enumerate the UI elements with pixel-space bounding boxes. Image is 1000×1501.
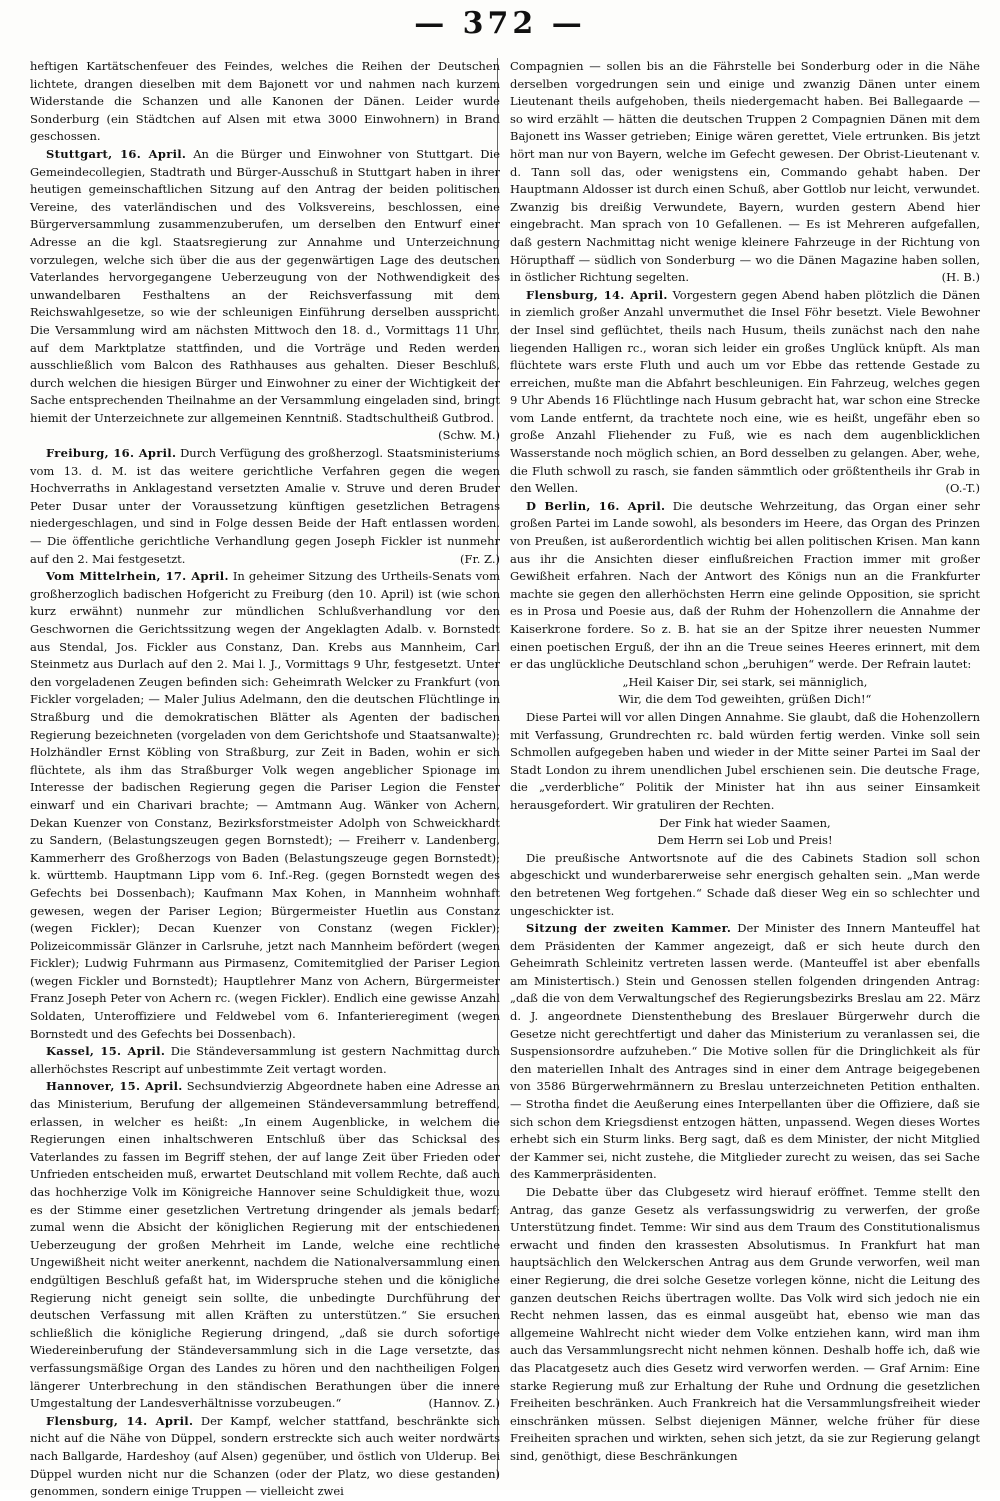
article-text: Diese Partei will vor allen Dingen Annahme. Sie glaubt, daß die Hohenzollern mit Verfassung, Grundrechten rc. bald würden fertig werden. Vinke soll sein Schmollen aufgegeben haben und wieder in der Mitte seiner Partei im Saal der Stadt London zu ihrem unendlichen Jubel erschienen sein. Die deutsche Frage, die „verderbliche“ Politik der Minister hat ihn aus seiner Einsamkeit herausgefordert. Wir gratuliren der Rechten. [510,709,980,812]
article-text: Dem Herrn sei Lob und Preis! [657,833,833,848]
article-paragraph [510,674,980,692]
article-paragraph [510,850,980,920]
article-source: (Hannov. Z.) [428,1396,500,1411]
article-paragraph [510,832,980,850]
article-text: Der Fink hat wieder Saamen, [659,815,831,830]
article-text: Der Kampf, welcher stattfand, beschränkte sich nicht auf die Nähe von Düppel, sondern erstreckte sich auch weiter nordwärts nach Ballgarde, Hardeshoy (auf Alsen) gegenüber, und östlich von Ulderup. Bei Düppel wurden nicht nur die Schanzen (oder der Platz, wo diese gestanden) genommen, sondern einige Truppen — vielleicht zwei [30,1413,500,1499]
article-paragraph [30,1413,500,1501]
article-paragraph [510,920,980,1184]
article-text: In geheimer Sitzung des Urtheils-Senats vom großherzoglich badischen Hofgericht zu Freiburg (den 10. April) ist (wie schon kurz erwähnt) nunmehr zur mündlichen Schlußverhandlung vor den Geschwornen die Gerichtssitzung wegen der Angeklagten Adalb. v. Bornstedt aus Stendal, Jos. Fickler aus Constanz, Dan. Krebs aus Mannheim, Carl Steinmetz aus Durlach auf den 2. Mai l. J., Vormittags 9 Uhr, festgesetzt. Unter den vorgeladenen Zeugen befinden sich: Geheimrath Welcker zu Frankfurt (von Fickler vorgeladen; — Maler Julius Adelmann, den die deutschen Flüchtlinge in Straßburg und die demokratischen Blätter als Agenten der badischen Regierung bezeichneten (vorgeladen von dem Gerichtshofe und Staatsanwalte); Holzhändler Ernst Köbling von Straßburg, zur Zeit in Baden, wohin er sich flüchtete, als ihm das Straßburger Volk wegen angeblicher Spionage im Interesse der badischen Regierung gegen die Pariser Legion die Fenster einwarf und ein Charivari brachte; — Amtmann Aug. Wänker von Achern, Dekan Kuenzer von Constanz, Bezirksforstmeister Adolph von Schweickhardt zu Sandern, (Belastungszeugen gegen Bornstedt); — Freiherr v. Landenberg, Kammerherr des Großherzogs von Baden (Belastungszeuge gegen Bornstedt); k. württemb. Hauptmann Lipp vom 6. Inf.-Reg. (gegen Bornstedt wegen des Gefechts bei Dossenbach); Kaufmann Max Kohen, in Mannheim wohnhaft gewesen, wegen der Pariser Legion; Bürgermeister Huetlin aus Constanz (wegen Fickler); Decan Kuenzer von Constanz (wegen Fickler); Polizeicommissär Glänzer in Carlsruhe, jetzt nach Mannheim befördert (wegen Fickler); Ludwig Fuhrmann aus Pirmasenz, Comitemitglied der Pariser Legion (wegen Fickler und Bornstedt); Hauptlehrer Manz von Achern, Bürgermeister Franz Joseph Peter von Achern rc. (wegen Fickler). Endlich eine gewisse Anzahl Soldaten, Unteroffiziere und Feldwebel vom 6. Infanterieregiment (wegen Bornstedt und des Gefechts bei Dossenbach). [30,569,500,1041]
article-dateline: Sitzung der zweiten Kammer. [526,921,732,936]
page-number: — 372 — [414,6,586,41]
article-dateline: Hannover, 15. April. [46,1079,183,1094]
article-paragraph [30,445,500,568]
article-dateline: Freiburg, 16. April. [46,446,177,461]
article-text: Der Minister des Innern Manteuffel hat dem Präsidenten der Kammer angezeigt, daß er sich heute durch den Geheimrath Schleinitz vertreten lassen werde. (Manteuffel ist aber ebenfalls am Ministertisch.) Stein und Genossen stellen folgenden dringenden Antrag: „daß die von dem Verwaltungschef des Regierungsbezirks Breslau am 22. März d. J. angeordnete Dienstenthebung des Breslauer Bürgerwehr durch die Gesetze nicht gerechtfertigt und daher das Ministerium zu veranlassen sei, die Suspensionsordre aufzuheben.“ Die Motive sollen für die Dringlichkeit als für den materiellen Inhalt des Antrages sind in einer dem Antrage beigegebenen von 3586 Bürgerwehrmännern zu Breslau unterzeichneten Petition enthalten. — Strotha findet die Aeußerung eines Interpellanten über die Offiziere, daß sie sich schon dem Kriegsdienst entzogen hätten, unpassend. Wegen dieses Wortes erhebt sich ein Sturm links. Berg sagt, daß es dem Minister, der nicht Mitglied der Kammer sei, nicht zustehe, die Mitglieder zurecht zu weisen, das sei Sache des Kammerpräsidenten. [510,921,980,1182]
right-column [510,58,980,1483]
article-text: Sechsundvierzig Abgeordnete haben eine Adresse an das Ministerium, Berufung der allgemeinen Ständeversammlung betreffend, erlassen, in welcher es heißt: „In einem Augenblicke, in welchem die Regierungen einen inhaltschweren Entschluß über das Schicksal des Vaterlandes zu fassen im Begriff stehen, der auf lange Zeit über Frieden oder Unfrieden entscheiden muß, erwartet Deutschland mit vollem Rechte, daß auch das hochherzige Volk im Königreiche Hannover seine Schuldigkeit thue, wozu es der Stimme einer gesetzlichen Vertretung dringender als jemals bedarf; zumal wenn die Absicht der königlichen Regierung mit der entschiedenen Ueberzeugung der großen Mehrheit im Lande, welche eine rechtliche Ungewißheit nicht weiter anerkennt, nachdem die Nationalversammlung einen endgültigen Beschluß gefaßt hat, im Widerspruche stehen und die königliche Regierung nicht geneigt sein sollte, die unbedingte Durchführung der deutschen Verfassung mit allen Kräften zu unterstützen.“ Sie ersuchen schließlich die königliche Regierung dringend, „daß sie durch sofortige Wiedereinberufung der Ständeversammlung sich in die Lage versetzte, das verfassungsmäßige Organ des Landes zu hören und den nachtheiligen Folgen längerer Unterbrechung in den ständischen Berathungen über die innere Umgestaltung der Landesverhältnisse vorzubeugen.“ [30,1079,501,1411]
article-paragraph [30,568,500,1043]
article-dateline: Flensburg, 14. April. [46,1413,194,1428]
article-source: (Fr. Z.) [460,551,500,566]
article-text: An die Bürger und Einwohner von Stuttgart. Die Gemeindecollegien, Stadtrath und Bürger-Ausschuß in Stuttgart haben in ihrer heutigen gemeinschaftlichen Sitzung auf den Antrag der beiden politischen Vereine, des vaterländischen und des Volksvereins, beschlossen, eine Bürgerversammlung zusammenzuberufen, um derselben den Entwurf einer Adresse an die kgl. Staatsregierung zur Annahme und Unterzeichnung vorzulegen, welche sich über die aus der gegenwärtigen Lage des deutschen Vaterlandes hervorgegangene Ueberzeugung von der Nothwendigkeit des unwandelbaren Festhaltens an der Reichsverfassung mit dem Reichswahlgesetze, so wie der schleunigen Einführung derselben ausspricht. Die Versammlung wird am nächsten Mittwoch den 18. d., Vormittags 11 Uhr, auf dem Marktplatze stattfinden, und die Vorträge und Reden werden ausschließlich vom Balcon des Rathhauses aus gehalten. Dieser Beschluß, durch welchen die hiesigen Bürger und Einwohner zu einer der Wichtigkeit der Sache entsprechenden Theilnahme an der Versammlung eingeladen sind, bringt hiemit der Unterzeichnete zur allgemeinen Kenntniß. Stadtschultheiß Gutbrod. [30,146,501,425]
article-dateline: Vom Mittelrhein, 17. April. [46,569,229,584]
article-dateline: Stuttgart, 16. April. [46,146,187,161]
article-paragraph [30,1078,500,1412]
article-text: Wir, die dem Tod geweihten, grüßen Dich!“ [618,692,872,707]
article-text: Die Ständeversammlung ist gestern Nachmittag durch allerhöchstes Rescript auf unbestimmte Zeit vertagt worden. [30,1044,501,1076]
article-source: (Schw. M.) [438,428,500,443]
article-text: Die preußische Antwortsnote auf die des Cabinets Stadion soll schon abgeschickt und wunderbarerweise sehr energisch gehalten sein. „Man werde den betretenen Weg fortgehen.“ Schade daß dieser Weg ein so schlechter und ungeschickter ist. [510,850,980,918]
article-paragraph [510,691,980,709]
left-column [30,58,501,1499]
article-paragraph [30,146,500,445]
article-text: Vorgestern gegen Abend haben plötzlich die Dänen in ziemlich großer Anzahl unvermuthet die Insel Föhr besetzt. Viele Bewohner der Insel sind geflüchtet, theils nach Husum, theils zunächst nach den nahe liegenden Halligen rc., woran sich leider ein großes Unglück knüpft. Als man flüchtete wars erste Fluth und auch um vor Ebbe das rettende Gestade zu erreichen, mußte man die Abfahrt beschleunigen. Ein Fahrzeug, welches gegen 9 Uhr Abends 16 Flüchtlinge nach Husum gebracht hat, war schon eine Strecke vom Lande entfernt, da trachtete noch eine, wie es heißt, ungefähr eben so große Anzahl Fliehender zu Fuß, wie es nach dem augenblicklichen Wasserstande noch möglich schien, an Bord desselben zu gelangen. Aber, wehe, die Fluth schwoll zu rasch, sie fanden sämmtlich oder größtentheils ihr Grab in den Wellen. [510,287,980,496]
article-paragraph [510,287,980,498]
article-paragraph [30,1043,500,1078]
article-paragraph [510,1184,980,1466]
article-text: Die Debatte über das Clubgesetz wird hierauf eröffnet. Temme stellt den Antrag, das ganze Gesetz als verfassungswidrig zu verwerfen, der große Unterstützung findet. Temme: Wir sind aus dem Traum des Constitutionalismus erwacht und finden den krassesten Absolutismus. In Frankfurt hat man hauptsächlich den Welckerschen Antrag aus dem Grunde verworfen, weil man einer Regierung, die drei solche Gesetze vorlegen könne, nicht die Leitung des ganzen deutschen Reichs übertragen wollte. Das Volk wird sich jedoch nie ein Recht nehmen lassen, das es einmal ausgeübt hat, ebenso wie man das allgemeine Wahlrecht nicht wieder dem Volke entziehen kann, wird man ihm auch das Versammlungsrecht nicht nehmen können. Deshalb hoffe ich, daß wie das Placatgesetz auch dies Gesetz wird verworfen werden. — Graf Arnim: Eine starke Regierung muß zur Erhaltung der Ruhe und Ordnung die gesetzlichen Freiheiten beschränken. Auch Frankreich hat die Versammlungsfreiheit wieder einschränken müssen. Selbst diejenigen Männer, welche früher für diese Freiheiten sprachen und wirkten, sehen sich jetzt, da sie zur Regierung gelangt sind, genöthigt, diese Beschränkungen [510,1185,980,1463]
article-dateline: D Berlin, 16. April. [526,498,666,513]
article-text: Compagnien — sollen bis an die Fährstelle bei Sonderburg oder in die Nähe derselben vorgedrungen sein und einige und zwanzig Dänen unter einem Lieutenant theils aufgehoben, theils niedergemacht haben. Bei Ballegaarde — so wird erzählt — hätten die deutschen Truppen 2 Compagnien Dänen mit dem Bajonett ins Wasser getrieben; Einige wären gerettet, Viele ertrunken. Bis jetzt hört man nur von Bayern, welche im Gefecht gewesen. Der Obrist-Lieutenant v. d. Tann soll das, oder wenigstens ein, Commando gehabt haben. Der Hauptmann Aldosser ist durch einen Schuß, aber Gottlob nur leicht, verwundet. Zwanzig bis dreißig Verwundete, Bayern, wurden gestern Abend hier eingebracht. Man sprach von 10 Gefallenen. — Es ist Mehreren aufgefallen, daß gestern Nachmittag nicht wenige kleinere Fahrzeuge in der Richtung von Hörupthaff — südlich von Sonderburg — wo die Dänen Magazine haben sollen, in östlicher Richtung segelten. [510,59,980,285]
article-paragraph [510,498,980,674]
article-text: Durch Verfügung des großherzogl. Staatsministeriums vom 13. d. M. ist das weitere gerichtliche Verfahren gegen die wegen Hochverraths in Anklagestand versetzten Amalie v. Struve und deren Bruder Peter Dusar unter der Voraussetzung künftigen gesetzlichen Betragens niedergeschlagen, und sind in Folge dessen Beide der Haft entlassen worden. — Die öffentliche gerichtliche Verhandlung gegen Joseph Fickler ist nunmehr auf den 2. Mai festgesetzt. [30,446,500,566]
article-dateline: Flensburg, 14. April. [526,287,668,302]
article-paragraph [510,709,980,815]
article-paragraph [510,58,980,287]
article-text: „Heil Kaiser Dir, sei stark, sei männiglich, [622,674,868,689]
article-text: Die deutsche Wehrzeitung, das Organ einer sehr großen Partei im Lande sowohl, als besonders im Heere, das Organ des Prinzen von Preußen, ist außerordentlich wichtig bei allen politischen Krisen. Man kann aus ihr die Ansichten dieser einflußreichen Fraction immer mit großer Gewißheit erfahren. Nach der Antwort des Königs nun an die Frankfurter machte sie gegen den allerhöchsten Herrn eine gelinde Opposition, sie spricht es in Prosa und Poesie aus, daß der Ruhm der Hohenzollern die Annahme der Kaiserkrone fordere. So z. B. hat sie an der Spitze ihrer neuesten Nummer einen poetischen Erguß, der ihn an die Treue seines Heeres erinnert, mit dem er das unglückliche Deutschland schon „beruhigen“ werde. Der Refrain lautet: [510,498,981,672]
article-source: (H. B.) [941,270,980,285]
article-source: (O.-T.) [945,481,980,496]
article-text: heftigen Kartätschenfeuer des Feindes, welches die Reihen der Deutschen lichtete, drangen dieselben mit dem Bajonett vor und nahmen nach kurzem Widerstande die Schanzen und alle Kanonen der Dänen. Leider wurde Sonderburg (ein Städtchen auf Alsen mit etwa 3000 Einwohnern) in Brand geschossen. [30,59,500,144]
article-paragraph [30,58,500,146]
article-dateline: Kassel, 15. April. [46,1044,166,1059]
article-paragraph [510,815,980,833]
